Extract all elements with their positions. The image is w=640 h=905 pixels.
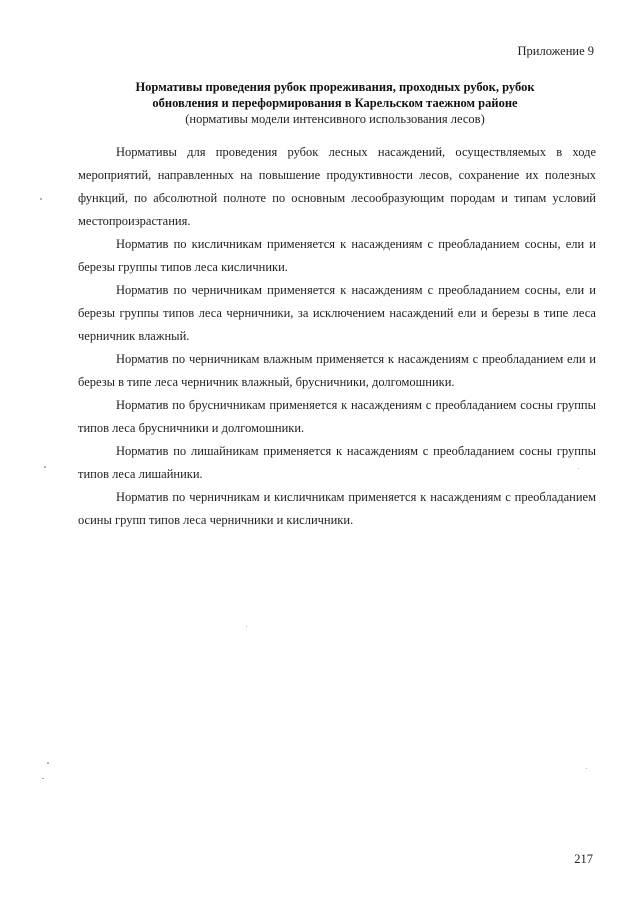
document-title — [70, 79, 600, 127]
scan-speck — [44, 466, 46, 468]
scan-speck — [586, 768, 587, 769]
paragraph-bilberry: Норматив по черничникам применяется к насаждениям с преобладанием сосны, ели и березы группы типов леса черничники, за исключением насаждений ели и березы в типе леса черничник влажный. — [78, 283, 596, 343]
scan-speck — [42, 778, 44, 779]
paragraph-cowberry: Норматив по брусничникам применяется к насаждениям с преобладанием сосны группы типов леса брусничники и долгомошники. — [78, 398, 596, 435]
paragraph-aspen: Норматив по черничникам и кисличникам применяется к насаждениям с преобладанием осины групп типов леса черничники и кисличники. — [78, 490, 596, 527]
title-line-2: обновления и переформирования в Карельском таежном районе — [152, 96, 518, 110]
title-subtitle: (нормативы модели интенсивного использования лесов) — [185, 112, 485, 126]
scan-speck — [246, 626, 247, 627]
page-number: 217 — [574, 852, 593, 866]
paragraph-oxalis: Норматив по кисличникам применяется к насаждениям с преобладанием сосны, ели и березы группы типов леса кисличники. — [78, 237, 596, 274]
document-body — [78, 141, 596, 532]
scan-speck — [578, 468, 579, 469]
title-line-1: Нормативы проведения рубок прореживания, проходных рубок, рубок — [135, 80, 535, 94]
appendix-label: Приложение 9 — [517, 44, 594, 58]
paragraph-lichen: Норматив по лишайникам применяется к насаждениям с преобладанием сосны группы типов леса лишайники. — [78, 444, 596, 481]
scan-speck — [40, 198, 42, 200]
paragraph-intro: Нормативы для проведения рубок лесных насаждений, осуществляемых в ходе мероприятий, направленных на повышение продуктивности лесов, сохранение их полезных функций, по абсолютной полноте по основным лесообразующим породам и типам условий местопроизрастания. — [78, 145, 596, 228]
scan-speck — [47, 762, 49, 764]
paragraph-bilberry-wet: Норматив по черничникам влажным применяется к насаждениям с преобладанием ели и березы в типе леса черничник влажный, брусничники, долгомошники. — [78, 352, 596, 389]
